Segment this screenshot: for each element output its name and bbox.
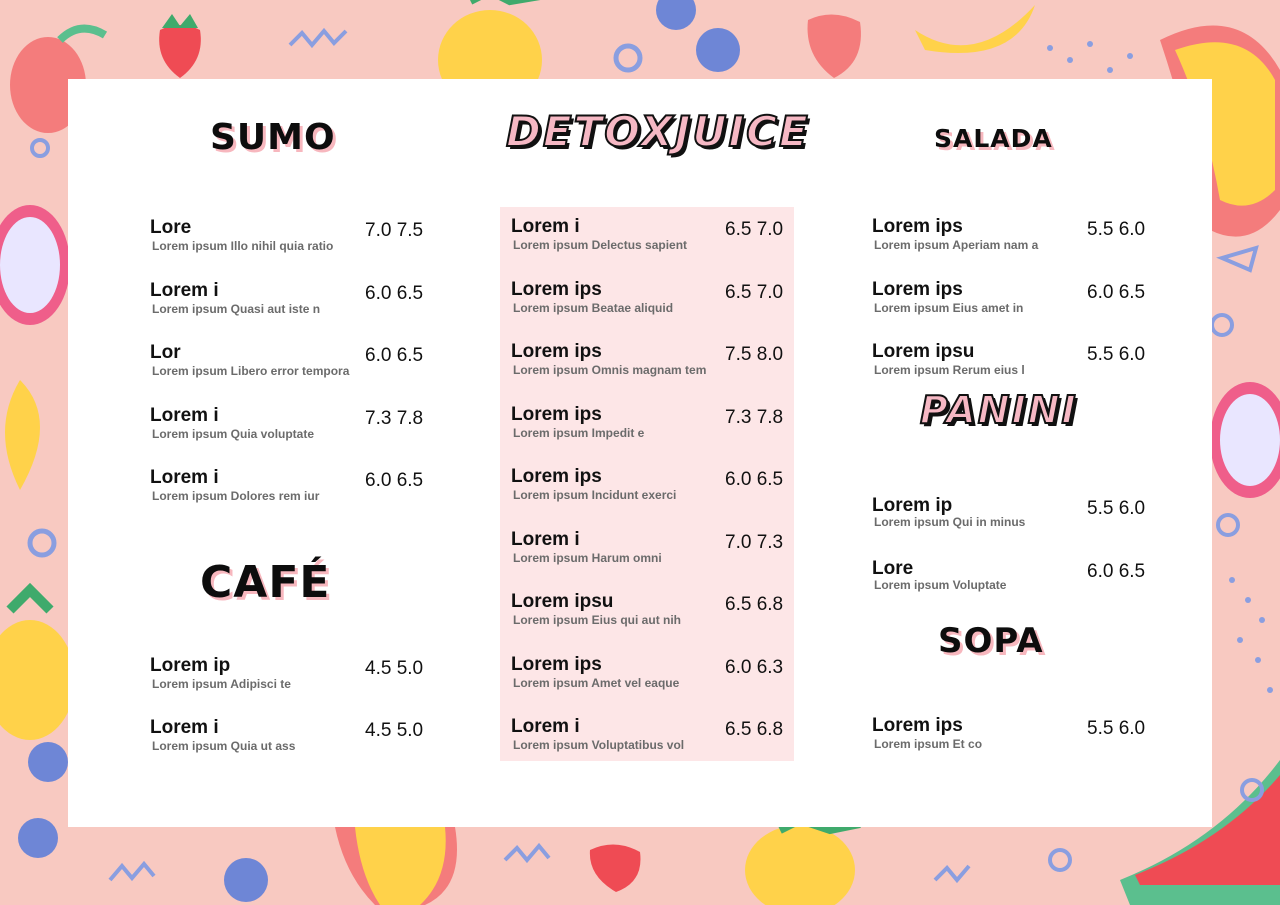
item-prices: 5.5 6.0 [1087,219,1146,240]
item-name: Lorem ips [511,341,602,362]
item-prices: 6.5 7.0 [725,219,784,240]
blueberry-icon [696,28,740,72]
item-description: Lorem ipsum Harum omni [513,551,662,565]
item-prices: 6.0 6.3 [725,657,784,678]
section-title-detox: DETOXJUICE [506,107,810,156]
pineapple-icon [745,820,860,905]
item-prices: 6.0 6.5 [1087,282,1146,303]
banana-icon [5,380,40,490]
item-name: Lorem ipsu [872,341,975,362]
item-description: Lorem ipsum Illo nihil quia ratio [152,239,334,253]
item-prices: 5.5 6.0 [1087,718,1146,739]
item-prices: 6.0 6.5 [365,470,424,491]
item-name: Lorem i [150,467,219,488]
item-name: Lorem ips [511,466,602,487]
item-prices: 6.0 6.5 [725,469,784,490]
section-title-cafe: CAFÉ [200,557,331,608]
item-name: Lorem ip [872,495,953,516]
item-prices: 7.3 7.8 [365,408,424,429]
item-prices: 7.0 7.3 [725,532,784,553]
item-name: Lorem i [511,216,580,237]
section-title-panini: PANINI [920,388,1078,432]
item-name: Lore [150,217,192,238]
blueberry-icon [224,858,268,902]
item-name: Lorem ipsu [511,591,614,612]
ring-icon [1218,515,1238,535]
item-name: Lor [150,342,181,363]
item-name: Lorem i [511,529,580,550]
item-prices: 5.5 6.0 [1087,498,1146,519]
ring-icon [32,140,48,156]
item-description: Lorem ipsum Eius qui aut nih [513,613,682,627]
item-prices: 6.5 7.0 [725,282,784,303]
item-name: Lorem i [150,405,219,426]
triangle-icon [1222,248,1256,270]
item-description: Lorem ipsum Impedit e [513,426,645,440]
item-description: Lorem ipsum Eius amet in [874,301,1024,315]
item-name: Lorem ips [872,279,963,300]
banana-icon [915,5,1035,53]
item-description: Lorem ipsum Quia ut ass [152,739,296,753]
item-description: Lorem ipsum Incidunt exerci [513,488,677,502]
item-description: Lorem ipsum Quasi aut iste n [152,302,321,316]
item-description: Lorem ipsum Rerum eius l [874,363,1025,377]
item-description: Lorem ipsum Dolores rem iur [152,489,320,503]
ring-icon [1050,850,1070,870]
item-name: Lorem ip [150,655,231,676]
item-prices: 4.5 5.0 [365,658,424,679]
ring-icon [616,46,640,70]
zigzag-icon [505,846,549,860]
item-prices: 6.0 6.5 [365,283,424,304]
item-description: Lorem ipsum Libero error tempora [152,364,350,378]
item-description: Lorem ipsum Voluptate [874,578,1007,592]
mango-icon [335,827,457,905]
zigzag-icon [110,864,154,880]
strawberry-icon [159,14,201,78]
item-description: Lorem ipsum Quia voluptate [152,427,315,441]
item-prices: 7.0 7.5 [365,220,424,241]
item-description: Lorem ipsum Voluptatibus vol [513,738,685,752]
item-prices: 4.5 5.0 [365,720,424,741]
item-description: Lorem ipsum Amet vel eaque [513,676,680,690]
item-prices: 7.5 8.0 [725,344,784,365]
section-title-sopa: SOPA [938,621,1044,661]
item-prices: 6.0 6.5 [1087,561,1146,582]
pineapple-icon [0,590,75,740]
blueberry-icon [18,818,58,858]
item-name: Lorem ips [511,279,602,300]
item-prices: 7.3 7.8 [725,407,784,428]
item-prices: 5.5 6.0 [1087,344,1146,365]
item-name: Lorem ips [511,654,602,675]
item-name: Lorem ips [872,715,963,736]
dragonfruit-icon [0,205,70,325]
dragonfruit-icon [1210,382,1280,498]
item-description: Lorem ipsum Qui in minus [874,515,1026,529]
zigzag-icon [935,866,969,880]
item-prices: 6.5 6.8 [725,594,784,615]
menu-card [68,79,1212,827]
item-name: Lore [872,558,914,579]
item-description: Lorem ipsum Delectus sapient [513,238,688,252]
item-name: Lorem ips [872,216,963,237]
item-name: Lorem i [511,716,580,737]
item-name: Lorem ips [511,404,602,425]
ring-icon [1212,315,1232,335]
item-prices: 6.5 6.8 [725,719,784,740]
zigzag-icon [290,31,346,45]
item-prices: 6.0 6.5 [365,345,424,366]
section-title-salada: SALADA [934,124,1053,153]
strawberry-icon [808,14,861,78]
item-name: Lorem i [150,717,219,738]
item-name: Lorem i [150,280,219,301]
ring-icon [30,531,54,555]
blueberry-icon [656,0,696,30]
item-description: Lorem ipsum Adipisci te [152,677,291,691]
section-title-sumo: SUMO [210,117,336,158]
item-description: Lorem ipsum Beatae aliquid [513,301,674,315]
item-description: Lorem ipsum Aperiam nam a [874,238,1039,252]
blueberry-icon [28,742,68,782]
item-description: Lorem ipsum Omnis magnam tem [513,363,707,377]
strawberry-icon [590,844,641,892]
item-description: Lorem ipsum Et co [874,737,983,751]
